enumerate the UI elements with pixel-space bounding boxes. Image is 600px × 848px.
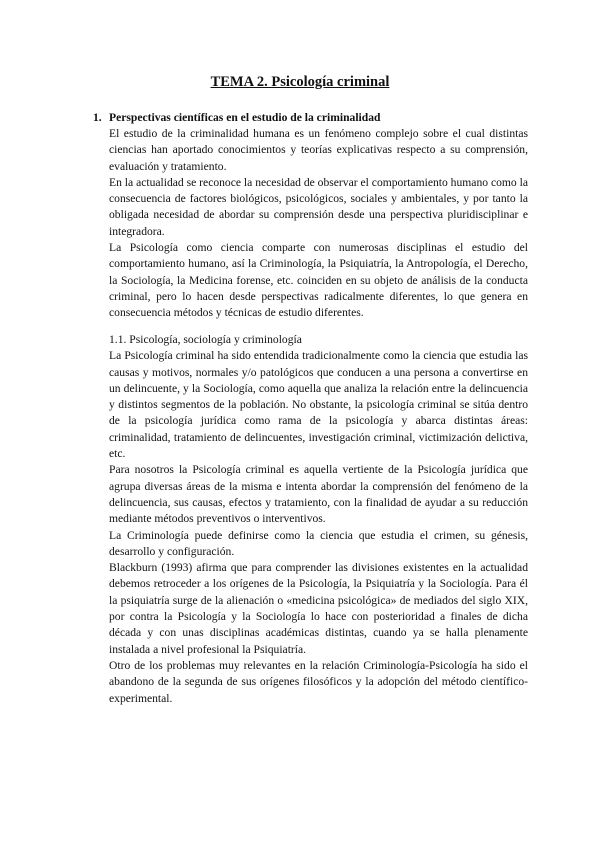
subsection-body (109, 332, 528, 707)
paragraph: El estudio de la criminalidad humana es un fenómeno complejo sobre el cual distintas ciencias han aportado conocimientos y teorías explicativas respecto a su comprensión, evaluación y tratamiento. (109, 127, 528, 173)
page-title: TEMA 2. Psicología criminal (210, 74, 390, 90)
subsection-heading: 1.1. Psicología, sociología y criminología (109, 333, 302, 346)
paragraph: Para nosotros la Psicología criminal es aquella vertiente de la Psicología jurídica que agrupa diversas áreas de la misma e intenta abordar la comprensión del fenómeno de la delincuencia, sus causas, efectos y tratamiento, con la finalidad de ayudar a su reducción mediante métodos preventivos o interventivos. (109, 463, 528, 526)
paragraph: La Psicología criminal ha sido entendida tradicionalmente como la ciencia que estudia las causas y motivos, normales y/o patológicos que conducen a una persona a convertirse en un delincuente, y la Sociología, como aquella que analiza la relación entre la delincuencia y distintos segmentos de la población. No obstante, la psicología criminal se sitúa dentro de la psicología jurídica como rama de la psicología y abarca distintas áreas: criminalidad, tratamiento de delincuentes, investigación criminal, victimización delictiva, etc. (109, 349, 528, 461)
section-number: 1. (93, 111, 102, 124)
paragraph: Blackburn (1993) afirma que para comprender las divisiones existentes en la actualidad debemos retroceder a los orígenes de la Psicología, la Psiquiatría y la Sociología. Para él la psiquiatría surge de la alienación o «medicina psicológica» de mediados del siglo XIX, por contra la Psicología y la Sociología lo hace con posterioridad a finales de dicha década y con unas disciplinas académicas distintas, cuando ya se halla plenamente instalada a nivel profesional la Psiquiatría. (109, 561, 528, 656)
section-heading-text: Perspectivas científicas en el estudio de la criminalidad (109, 111, 381, 124)
paragraph: En la actualidad se reconoce la necesidad de observar el comportamiento humano como la consecuencia de factores biológicos, psicológicos, sociales y ambientales, y por tanto la obligada necesidad de abordar su comprensión desde una perspectiva pluridisciplinar e integradora. (109, 175, 528, 238)
paragraph: La Psicología como ciencia comparte con numerosas disciplinas el estudio del comportamiento humano, así la Criminología, la Psiquiatría, la Antropología, el Derecho, la Sociología, la Medicina forense, etc. coinciden en su objeto de análisis de la conducta criminal, pero lo hacen desde perspectivas radicalmente diferentes, lo que genera en consecuencia métodos y técnicas de estudio diferentes. (109, 241, 528, 320)
section-heading (93, 110, 533, 126)
section-body (109, 126, 528, 322)
paragraph: La Criminología puede definirse como la ciencia que estudia el crimen, su génesis, desarrollo y configuración. (109, 528, 528, 558)
paragraph: Otro de los problemas muy relevantes en la relación Criminología-Psicología ha sido el abandono de la segunda de sus orígenes filosóficos y la adopción del método científico-experimental. (109, 658, 528, 705)
